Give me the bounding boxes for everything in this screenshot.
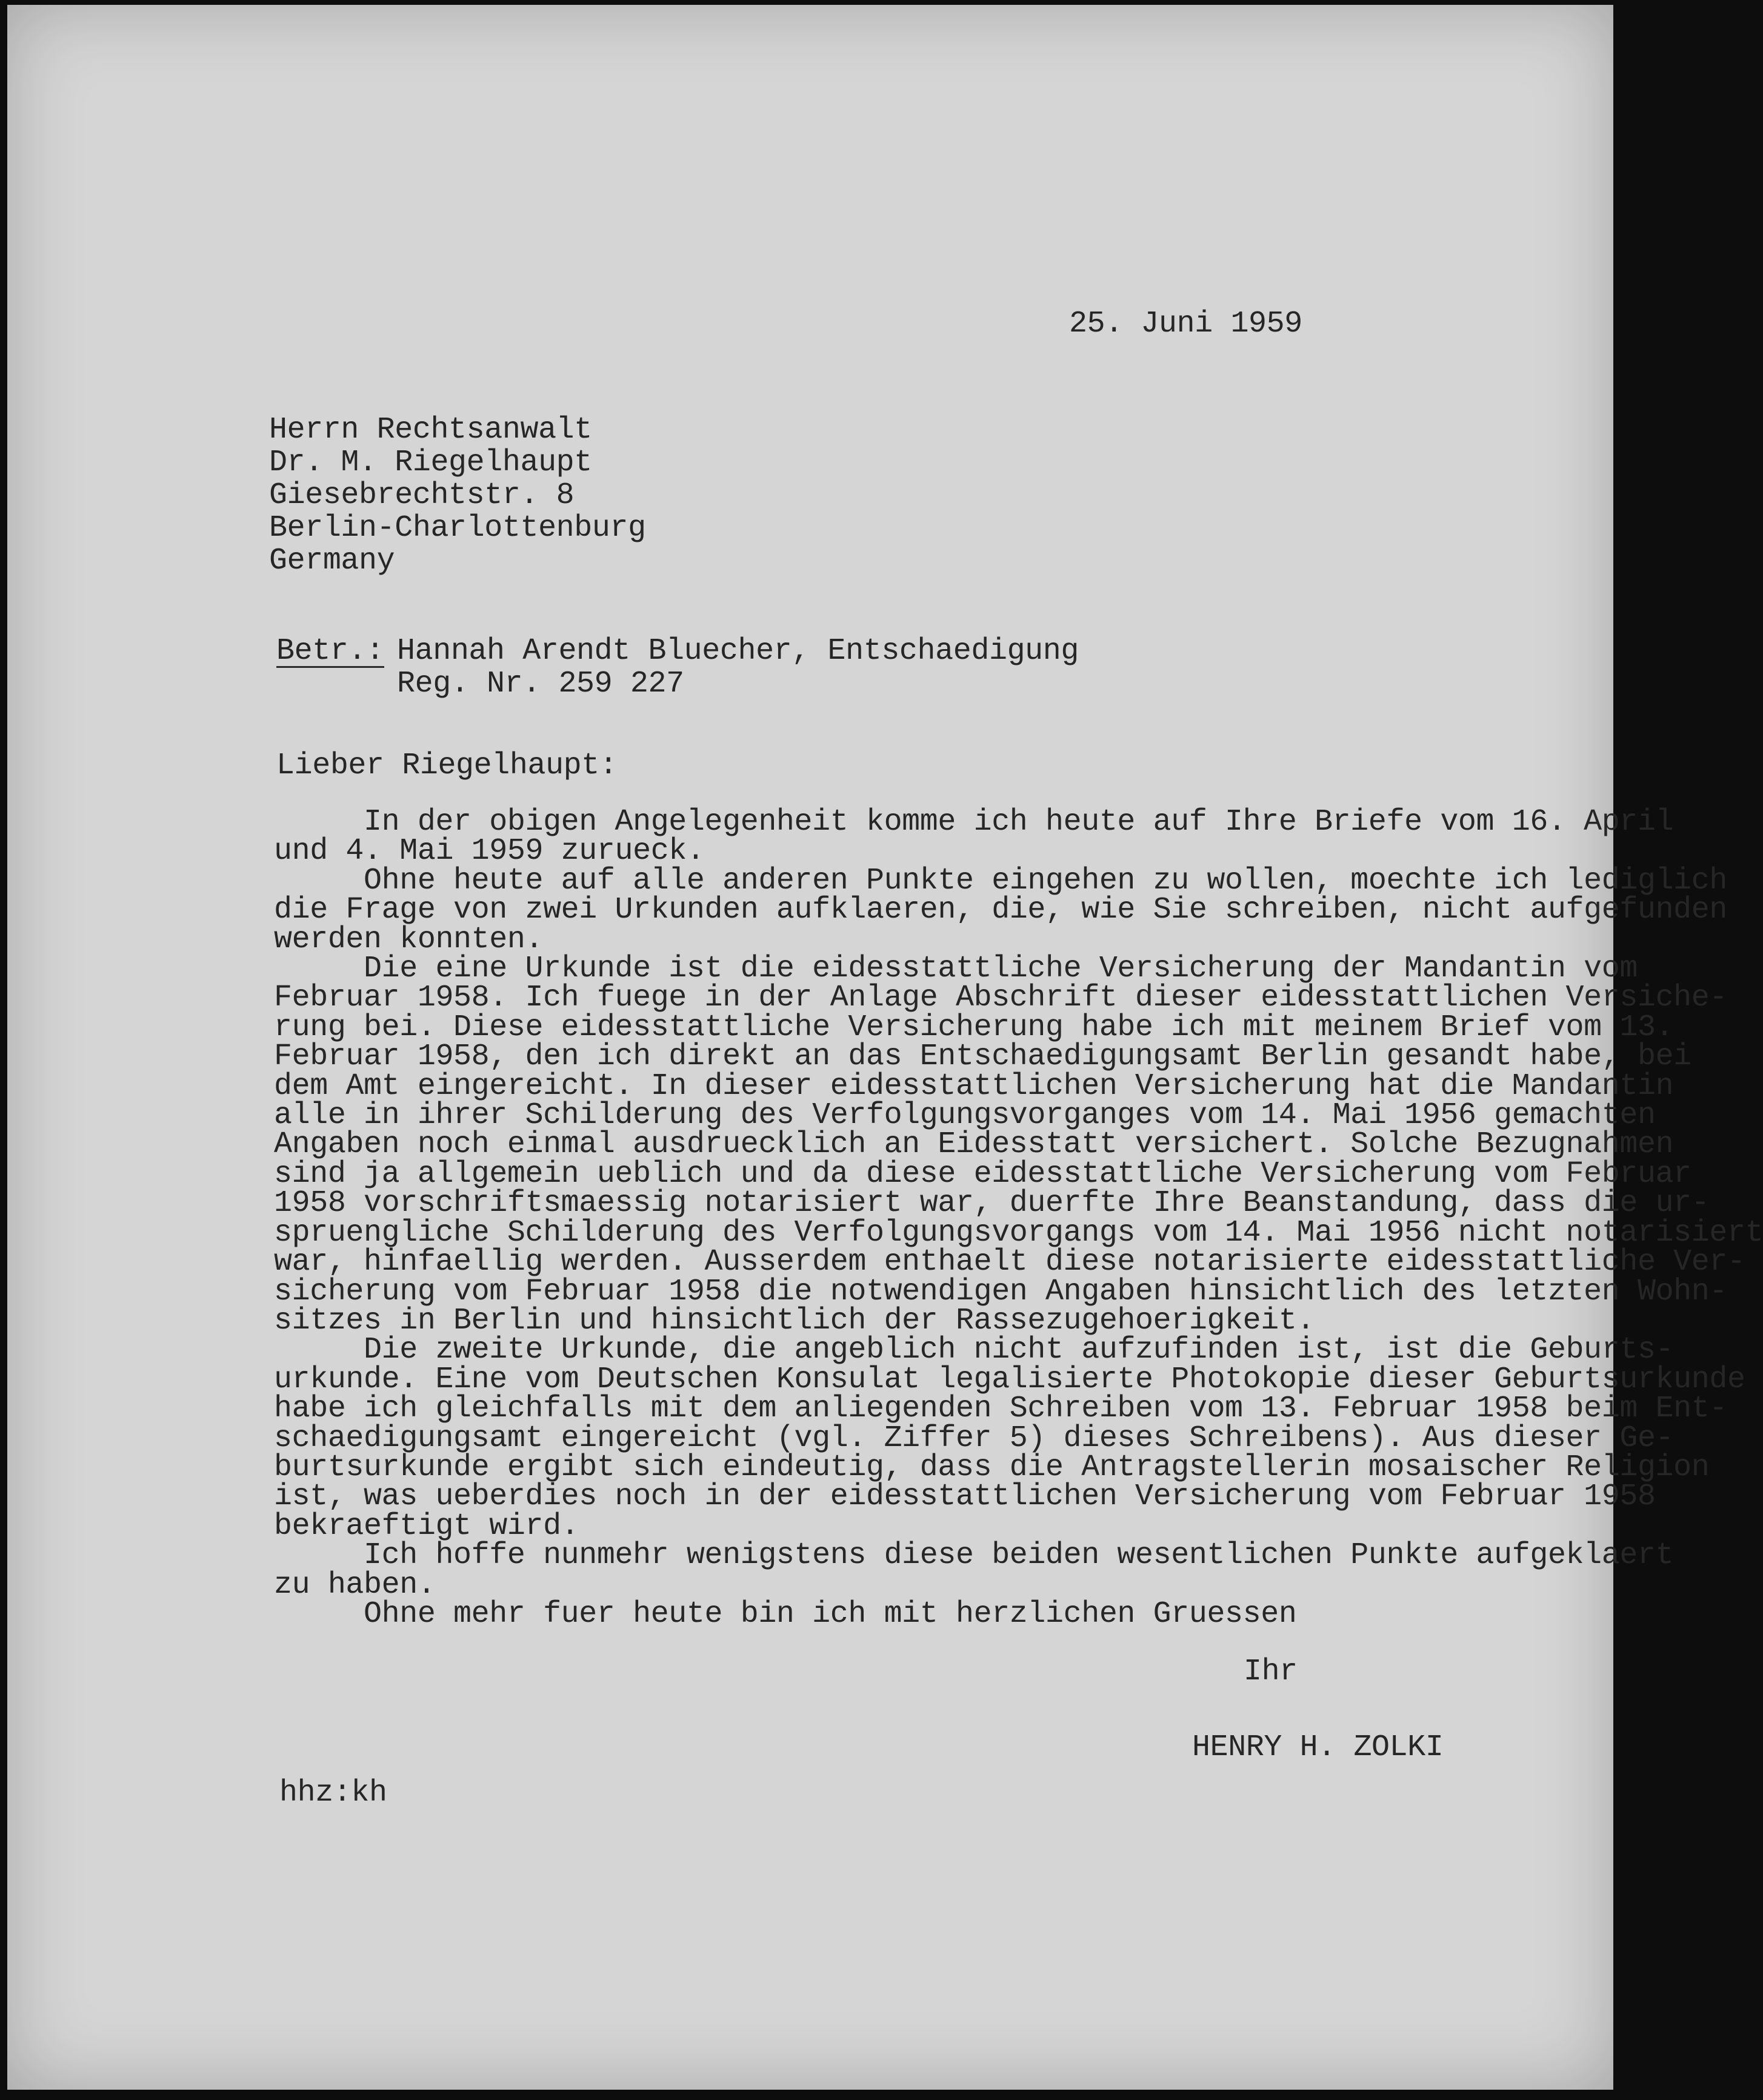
letter-body: [274, 805, 1763, 1632]
body-line: Angaben noch einmal ausdruecklich an Eidesstatt versichert. Solche Bezugnahmen: [274, 1127, 1674, 1162]
body-line: Die eine Urkunde ist die eidesstattliche Versicherung der Mandantin vom: [274, 952, 1638, 987]
body-line: Februar 1958. Ich fuege in der Anlage Abschrift dieser eidesstattlichen Versiche-: [274, 981, 1727, 1016]
body-line: burtsurkunde ergibt sich eindeutig, dass die Antragstellerin mosaischer Religion: [274, 1450, 1710, 1485]
body-line: sicherung vom Februar 1958 die notwendigen Angaben hinsichtlich des letzten Wohn-: [274, 1274, 1727, 1309]
body-line: In der obigen Angelegenheit komme ich heute auf Ihre Briefe vom 16. April: [274, 805, 1674, 839]
body-line: schaedigungsamt eingereicht (vgl. Ziffer 5) dieses Schreibens). Aus dieser Ge-: [274, 1421, 1674, 1456]
body-line: Ohne mehr fuer heute bin ich mit herzlichen Gruessen: [274, 1596, 1297, 1632]
body-line: Februar 1958, den ich direkt an das Entschaedigungsamt Berlin gesandt habe, bei: [274, 1039, 1691, 1075]
signature-name: HENRY H. ZOLKI: [1192, 1730, 1444, 1765]
recipient-line-3: Giesebrechtstr. 8: [269, 478, 575, 513]
letter-date: 25. Juni 1959: [1069, 307, 1302, 341]
salutation: Lieber Riegelhaupt:: [276, 748, 618, 783]
recipient-line-5: Germany: [269, 544, 395, 578]
body-line: die Frage von zwei Urkunden aufklaeren, die, wie Sie schreiben, nicht aufgefunden: [274, 893, 1727, 928]
body-line: sind ja allgemein ueblich und da diese eidesstattliche Versicherung vom Februar: [274, 1156, 1691, 1192]
body-line: zu haben.: [274, 1567, 436, 1602]
subject-line-2: Reg. Nr. 259 227: [397, 667, 684, 701]
body-line: dem Amt eingereicht. In dieser eidesstattlichen Versicherung hat die Mandantin: [274, 1068, 1674, 1104]
body-line: sitzes in Berlin und hinsichtlich der Rassezugehoerigkeit.: [274, 1303, 1315, 1338]
subject-label: Betr.:: [276, 634, 384, 668]
body-line: bekraeftigt wird.: [274, 1508, 579, 1544]
body-line: urkunde. Eine vom Deutschen Konsulat legalisierte Photokopie dieser Geburtsurkunde: [274, 1362, 1745, 1397]
reference-initials: hhz:kh: [279, 1776, 387, 1810]
recipient-line-4: Berlin-Charlottenburg: [269, 511, 646, 545]
body-line: Die zweite Urkunde, die angeblich nicht aufzufinden ist, ist die Geburts-: [274, 1333, 1674, 1368]
letter-page: [7, 5, 1763, 2090]
body-line: war, hinfaellig werden. Ausserdem enthaelt diese notarisierte eidesstattliche Ver-: [274, 1245, 1745, 1280]
body-line: spruengliche Schilderung des Verfolgungsvorgangs vom 14. Mai 1956 nicht notarisiert: [274, 1215, 1763, 1250]
body-line: ist, was ueberdies noch in der eidesstattlichen Versicherung vom Februar 1958: [274, 1479, 1656, 1515]
body-line: alle in ihrer Schilderung des Verfolgungsvorganges vom 14. Mai 1956 gemachten: [274, 1098, 1656, 1133]
body-line: Ich hoffe nunmehr wenigstens diese beiden wesentlichen Punkte aufgeklaert: [274, 1538, 1674, 1573]
body-line: rung bei. Diese eidesstattliche Versicherung habe ich mit meinem Brief vom 13.: [274, 1010, 1674, 1045]
body-line: Ohne heute auf alle anderen Punkte eingehen zu wollen, moechte ich lediglich: [274, 863, 1727, 898]
closing: Ihr: [1244, 1655, 1298, 1689]
recipient-line-2: Dr. M. Riegelhaupt: [269, 445, 592, 480]
body-line: habe ich gleichfalls mit dem anliegenden Schreiben vom 13. Februar 1958 beim Ent-: [274, 1392, 1727, 1427]
subject-line-1: Hannah Arendt Bluecher, Entschaedigung: [397, 634, 1079, 668]
body-line: und 4. Mai 1959 zurueck.: [274, 834, 705, 869]
body-line: 1958 vorschriftsmaessig notarisiert war, duerfte Ihre Beanstandung, dass die ur-: [274, 1186, 1710, 1221]
recipient-line-1: Herrn Rechtsanwalt: [269, 413, 592, 447]
body-line: werden konnten.: [274, 922, 544, 957]
